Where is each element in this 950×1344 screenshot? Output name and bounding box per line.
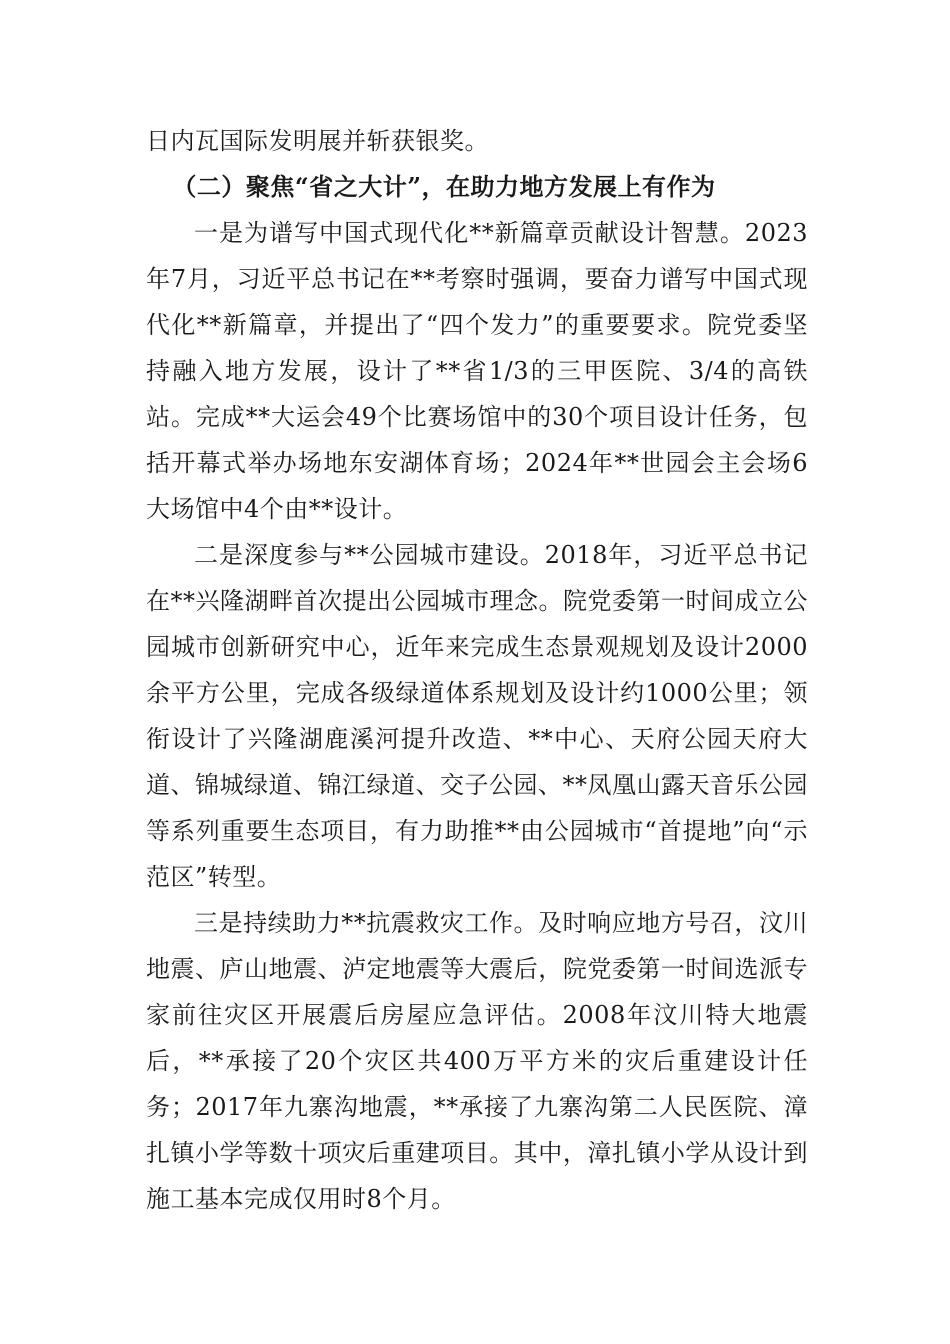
paragraph-park-city: 二是深度参与**公园城市建设。2018年，习近平总书记在**兴隆湖畔首次提出公园城市理念。院党委第一时间成立公园城市创新研究中心，近年来完成生态景观规划及设计2000余平方公里，完成各级绿道体系规划及设计约1000公里；领衔设计了兴隆湖鹿溪河提升改造、**中心、天府公园天府大道、锦城绿道、锦江绿道、交子公园、**凤凰山露天音乐公园等系列重要生态项目，有力助推**由公园城市“首提地”向“示范区”转型。 (146, 541, 808, 891)
paragraph-continuation: 日内瓦国际发明展并斩获银奖。 (146, 127, 489, 155)
paragraph-design-wisdom: 一是为谱写中国式现代化**新篇章贡献设计智慧。2023年7月，习近平总书记在**考察时强调，要奋力谱写中国式现代化**新篇章，并提出了“四个发力”的重要要求。院党委坚持融入地方发展，设计了**省1/3的三甲医院、3/4的高铁站。完成**大运会49个比赛场馆中的30个项目设计任务，包括开幕式举办场地东安湖体育场；2024年**世园会主会场6大场馆中4个由**设计。 (146, 219, 808, 523)
document-page (146, 118, 808, 1222)
paragraph-earthquake-relief: 三是持续助力**抗震救灾工作。及时响应地方号召，汶川地震、庐山地震、泸定地震等大震后，院党委第一时间选派专家前往灾区开展震后房屋应急评估。2008年汶川特大地震后，**承接了20个灾区共400万平方米的灾后重建设计任务；2017年九寨沟地震，**承接了九寨沟第二人民医院、漳扎镇小学等数十项灾后重建项目。其中，漳扎镇小学从设计到施工基本完成仅用时8个月。 (146, 909, 808, 1213)
section-heading: （二）聚焦“省之大计”，在助力地方发展上有作为 (172, 172, 716, 201)
